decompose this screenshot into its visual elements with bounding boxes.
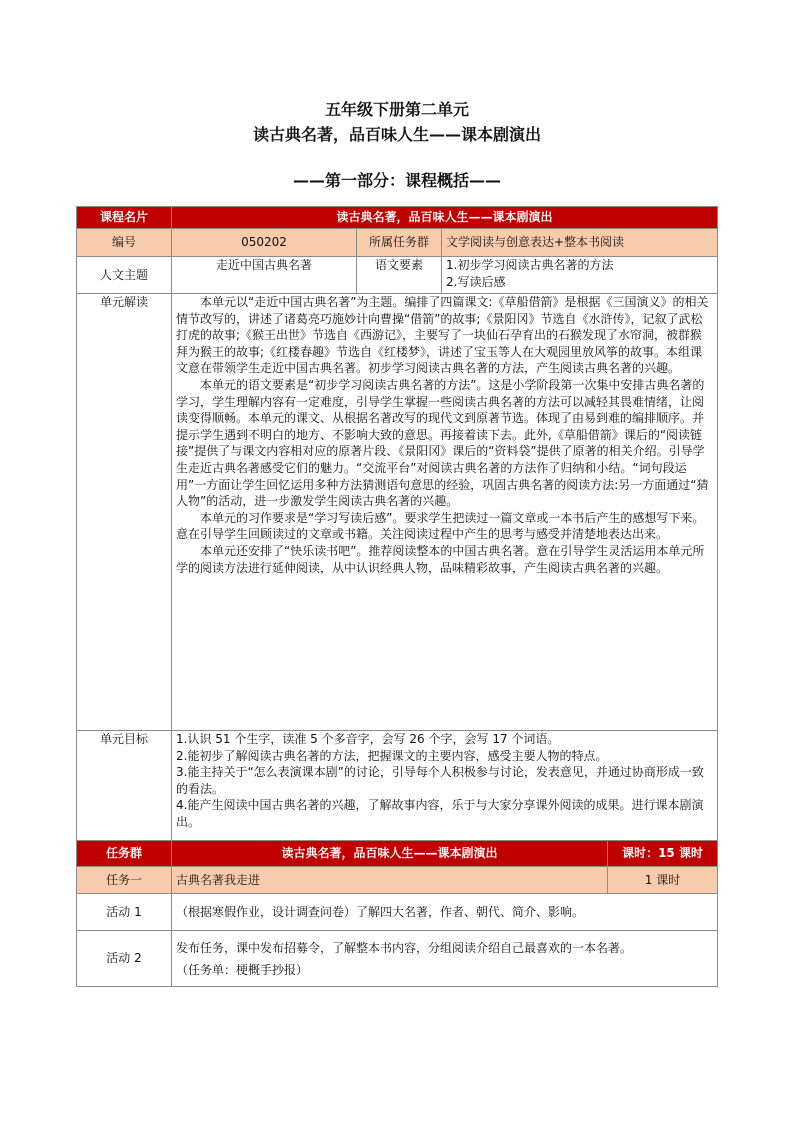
- total-hours: 课时：15 课时: [608, 841, 718, 867]
- task1-hours: 1 课时: [608, 867, 718, 894]
- activity1-label: 活动 1: [77, 894, 172, 931]
- activity1-row: [77, 894, 718, 931]
- task-group-header-value: 读古典名著，品百味人生——课本剧演出: [172, 841, 608, 867]
- interpretation-paragraph: 本单元以“走近中国古典名著”为主题。编排了四篇课文:《草船借箭》是根据《三国演义》的相关情节改写的，讲述了诸葛亮巧施妙计向曹操“借箭”的故事;《景阳冈》节选自《水浒传》，记叙了武松打虎的故事;《猴王出世》节选自《西游记》，主要写了一块仙石孕育出的石猴发现了水帘洞，被群猴拜为猴王的故事;《红楼春趣》节选自《红楼梦》，讲述了宝玉等人在大观园里放风筝的故事。本组课文意在带领学生走近中国古典名著。初步学习阅读古典名著的方法，产生阅读古典名著的兴趣。: [176, 295, 709, 376]
- section-title: ——第一部分：课程概括——: [292, 171, 501, 190]
- course-name-label: 课程名片: [77, 207, 172, 229]
- theme-row: [77, 257, 718, 294]
- course-code-row: [77, 229, 718, 257]
- task-group-label: 所属任务群: [357, 229, 442, 257]
- task-group-header-row: [77, 841, 718, 867]
- goal-item: 1.认识 51 个生字，读准 5 个多音字，会写 26 个字，会写 17 个词语。: [176, 732, 560, 746]
- document-title: 五年级下册第二单元: [324, 100, 469, 119]
- element-item: 1.初步学习阅读古典名著的方法: [446, 258, 614, 272]
- interpretation-label: 单元解读: [77, 294, 172, 731]
- code-label: 编号: [77, 229, 172, 257]
- interpretation-row: [77, 294, 718, 731]
- goals-row: [77, 731, 718, 841]
- goals-label: 单元目标: [77, 731, 172, 841]
- activity2-label: 活动 2: [77, 931, 172, 987]
- course-name-value: 读古典名著，品百味人生——课本剧演出: [172, 207, 718, 229]
- interpretation-text: [172, 294, 718, 731]
- goal-item: 3.能主持关于“怎么表演课本剧”的讨论，引导每个人积极参与讨论，发表意见，并通过协商形成一致的看法。: [176, 765, 704, 796]
- course-table: [76, 206, 718, 987]
- code-value: 050202: [172, 229, 357, 257]
- document-subtitle: 读古典名著，品百味人生——课本剧演出: [252, 125, 541, 144]
- activity2-line: （任务单：梗概手抄报）: [176, 962, 309, 977]
- activity2-value: [172, 931, 718, 987]
- theme-value: 走近中国古典名著: [172, 257, 357, 294]
- element-item: 2.写读后感: [446, 274, 506, 289]
- activity1-value: （根据寒假作业，设计调查问卷）了解四大名著，作者、朝代、简介、影响。: [172, 894, 718, 931]
- interpretation-paragraph: 本单元的习作要求是“学习写读后感”。要求学生把读过一篇文章或一本书后产生的感想写下来。意在引导学生回顾读过的文章或书籍。关注阅读过程中产生的思考与感受并清楚地表达出来。: [176, 510, 705, 542]
- task1-label: 任务一: [77, 867, 172, 894]
- course-name-row: [77, 207, 718, 229]
- task-group-value: 文学阅读与创意表达+整本书阅读: [442, 229, 718, 257]
- interpretation-paragraph: 本单元的语文要素是“初步学习阅读古典名著的方法”。这是小学阶段第一次集中安排古典名著的学习，学生理解内容有一定难度，引导学生掌握一些阅读古典名著的方法可以减轻其畏难情绪，让阅读变得顺畅。本单元的课文、从根据名著改写的现代文到原著节选。体现了由易到难的编排顺序。并提示学生遇到不明白的地方、不影响大致的意思。再接着读下去。此外,《草船借箭》课后的“阅读链接”提供了与课文内容相对应的原著片段、《景阳冈》课后的“资料袋”提供了原著的相关介绍。引导学生走近古典名著感受它们的魅力。“交流平台”对阅读古典名著的方法作了归纳和小结。“词句段运用”一方面让学生回忆运用多种方法猜测语句意思的经验，巩固古典名著的阅读方法:另一方面通过“猜人物”的活动，进一步激发学生阅读古典名著的兴趣。: [176, 377, 709, 509]
- goals-list: [172, 731, 718, 841]
- theme-label: 人文主题: [77, 257, 172, 294]
- element-label: 语文要素: [357, 257, 442, 294]
- task1-value: 古典名著我走进: [172, 867, 608, 894]
- goal-item: 4.能产生阅读中国古典名著的兴趣，了解故事内容，乐于与大家分享课外阅读的成果。进行课本剧演出。: [176, 798, 704, 829]
- activity2-line: 发布任务，课中发布招募令，了解整本书内容，分组阅读介绍自己最喜欢的一本名著。: [176, 940, 633, 955]
- goal-item: 2.能初步了解阅读古典名著的方法，把握课文的主要内容，感受主要人物的特点。: [176, 748, 608, 763]
- activity2-row: [77, 931, 718, 987]
- element-list: [442, 257, 718, 294]
- task1-row: [77, 867, 718, 894]
- interpretation-paragraph: 本单元还安排了“快乐读书吧”。推荐阅读整本的中国古典名著。意在引导学生灵活运用本单元所学的阅读方法进行延伸阅读，从中认识经典人物，品味精彩故事，产生阅读古典名著的兴趣。: [176, 543, 705, 575]
- task-group-header-label: 任务群: [77, 841, 172, 867]
